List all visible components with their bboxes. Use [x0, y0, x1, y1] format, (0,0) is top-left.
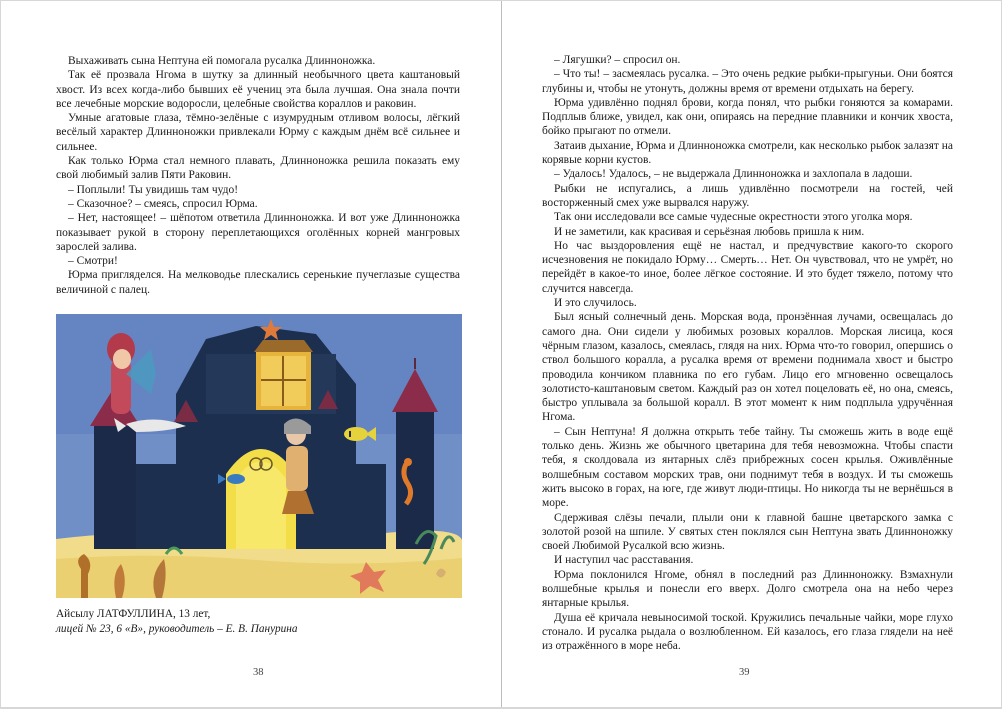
paragraph: – Смотри! — [68, 255, 118, 268]
paragraph: Так её прозвала Нгома в шутку за длинный необычного цвета каштановый хвост. Из всех когда-либо бывших её учениц эта была лучшая. Она знала почти все лечебные морские водоросли, целебные свойства кораллов и раковин. — [56, 69, 460, 110]
paragraph: Затаив дыхание, Юрма и Длинноножка смотрели, как несколько рыбок залазят на корявые корни кустов. — [542, 139, 953, 167]
paragraph: Душа её кричала невыносимой тоской. Кружились печальные чайки, море глухо стонало. И русалка рыдала о возлюбленном. Ей казалось, его глаза глядели на неё из отражённого в море неба. — [542, 611, 953, 653]
illustration-caption — [56, 607, 456, 636]
paragraph: Юрма удивлённо поднял брови, когда понял, что рыбки гоняются за комарами. Подплыв ближе, увидел, как они, опираясь на передние плавники и кончик хвоста, бойко прыгают по отмели. — [542, 96, 953, 138]
caption-credit: лицей № 23, 6 «В», руководитель – Е. В. Панурина — [56, 622, 298, 635]
left-page — [1, 1, 502, 707]
paragraph: – Нет, настоящее! – шёпотом ответила Длинноножка. И вот уже Длинноножка показывает рукой в сторону переплетающихся оголённых корней мангровых зарослей залива. — [56, 212, 460, 253]
paragraph: – Удалось! Удалось, – не выдержала Длинноножка и захлопала в ладоши. — [554, 168, 913, 181]
paragraph: Был ясный солнечный день. Морская вода, пронзённая лучами, освещалась до самого дна. Они сидели у любимых розовых кораллов. Морская лисица, кося чёрным глазом, казалось, смеялась, глядя на них. Юрма что-то говорил, опершись о ствол большого коралла, а русалка время от времени поднимала хвост и быстро проводила кончиком плавника по его губам. Лицо его мгновенно освещалось золотисто-каштановым светом. Каждый раз он хотел поцеловать её, но она, смеясь, быстро уплывала за большой коралл. В этот момент к ним подплыла удручённая Нгома. — [542, 311, 953, 424]
childrens-drawing-illustration — [56, 314, 462, 598]
left-page-text — [56, 54, 460, 297]
right-page-text — [542, 53, 953, 653]
paragraph: Умные агатовые глаза, тёмно-зелёные с изумрудным отливом волосы, лёгкий весёлый характер Длинноножки привлекали Юрму с каждым днём всё сильнее и сильнее. — [56, 112, 460, 153]
book-spread — [1, 1, 1001, 707]
paragraph: Юрма пригляделся. На мелководье плескались серенькие пучеглазые существа величиной с палец. — [56, 269, 460, 296]
paragraph: – Лягушки? – спросил он. — [554, 54, 681, 66]
paragraph: Так они исследовали все самые чудесные окрестности этого уголка моря. — [554, 211, 913, 224]
paragraph: Юрма поклонился Нгоме, обнял в последний раз Длинноножку. Взмахнули волшебные крылья и понесли его вверх. Долго смотрела она на небо через янтарные крылья. — [542, 568, 953, 610]
page-number: 39 — [739, 667, 750, 678]
page-number: 38 — [253, 667, 264, 678]
paragraph: Выхаживать сына Нептуна ей помогала русалка Длинноножка. — [68, 55, 376, 67]
paragraph: – Поплыли! Ты увидишь там чудо! — [68, 183, 238, 196]
right-page — [502, 1, 1001, 707]
paragraph: – Сын Нептуна! Я должна открыть тебе тайну. Ты сможешь жить в воде ещё только день. Жизнь же обычного цветарина для тебя невозможна. Чтобы спасти тебя, я сколдовала из янтарных слёз прибрежных сосен крылья. Оживлённые волшебным составом морских трав, они поднимут тебя в воздух. И ты сможешь жить высоко в горах, на юге, где живут люди-птицы. Но никогда ты не вернёшься в море. — [542, 425, 953, 510]
paragraph: Как только Юрма стал немного плавать, Длинноножка решила показать ему свой любимый залив Пяти Раковин. — [56, 155, 460, 182]
paragraph: – Сказочное? – смеясь, спросил Юрма. — [68, 197, 258, 210]
caption-author: Айсылу ЛАТФУЛЛИНА, 13 лет, — [56, 608, 211, 620]
paragraph: И наступил час расставания. — [554, 554, 694, 567]
paragraph: Сдерживая слёзы печали, плыли они к главной башне цветарского замка с золотой розой на шпиле. У святых стен поклялся сын Нептуна звать Длинноножку своей Любимой Русалкой всю жизнь. — [542, 511, 953, 553]
paragraph: – Что ты! – засмеялась русалка. – Это очень редкие рыбки-прыгуньи. Они боятся глубины и, чтобы не утонуть, должны время от времени отдыхать на берегу. — [542, 68, 953, 95]
paragraph: Рыбки не испугались, а лишь удивлённо посмотрели на гостей, чей восторженный смех уже вырвался наружу. — [542, 182, 953, 209]
paragraph: Но час выздоровления ещё не настал, и предчувствие какого-то скорого исчезновения не покидало Юрму… Смерть… Нет. Он чувствовал, что не умрёт, но перейдёт в какое-то иное, более лёгкое состояние. И это будет тяжело, потому что случится навсегда. — [542, 239, 953, 295]
paragraph: И это случилось. — [554, 297, 637, 310]
paragraph: И не заметили, как красивая и серьёзная любовь пришла к ним. — [554, 225, 865, 238]
